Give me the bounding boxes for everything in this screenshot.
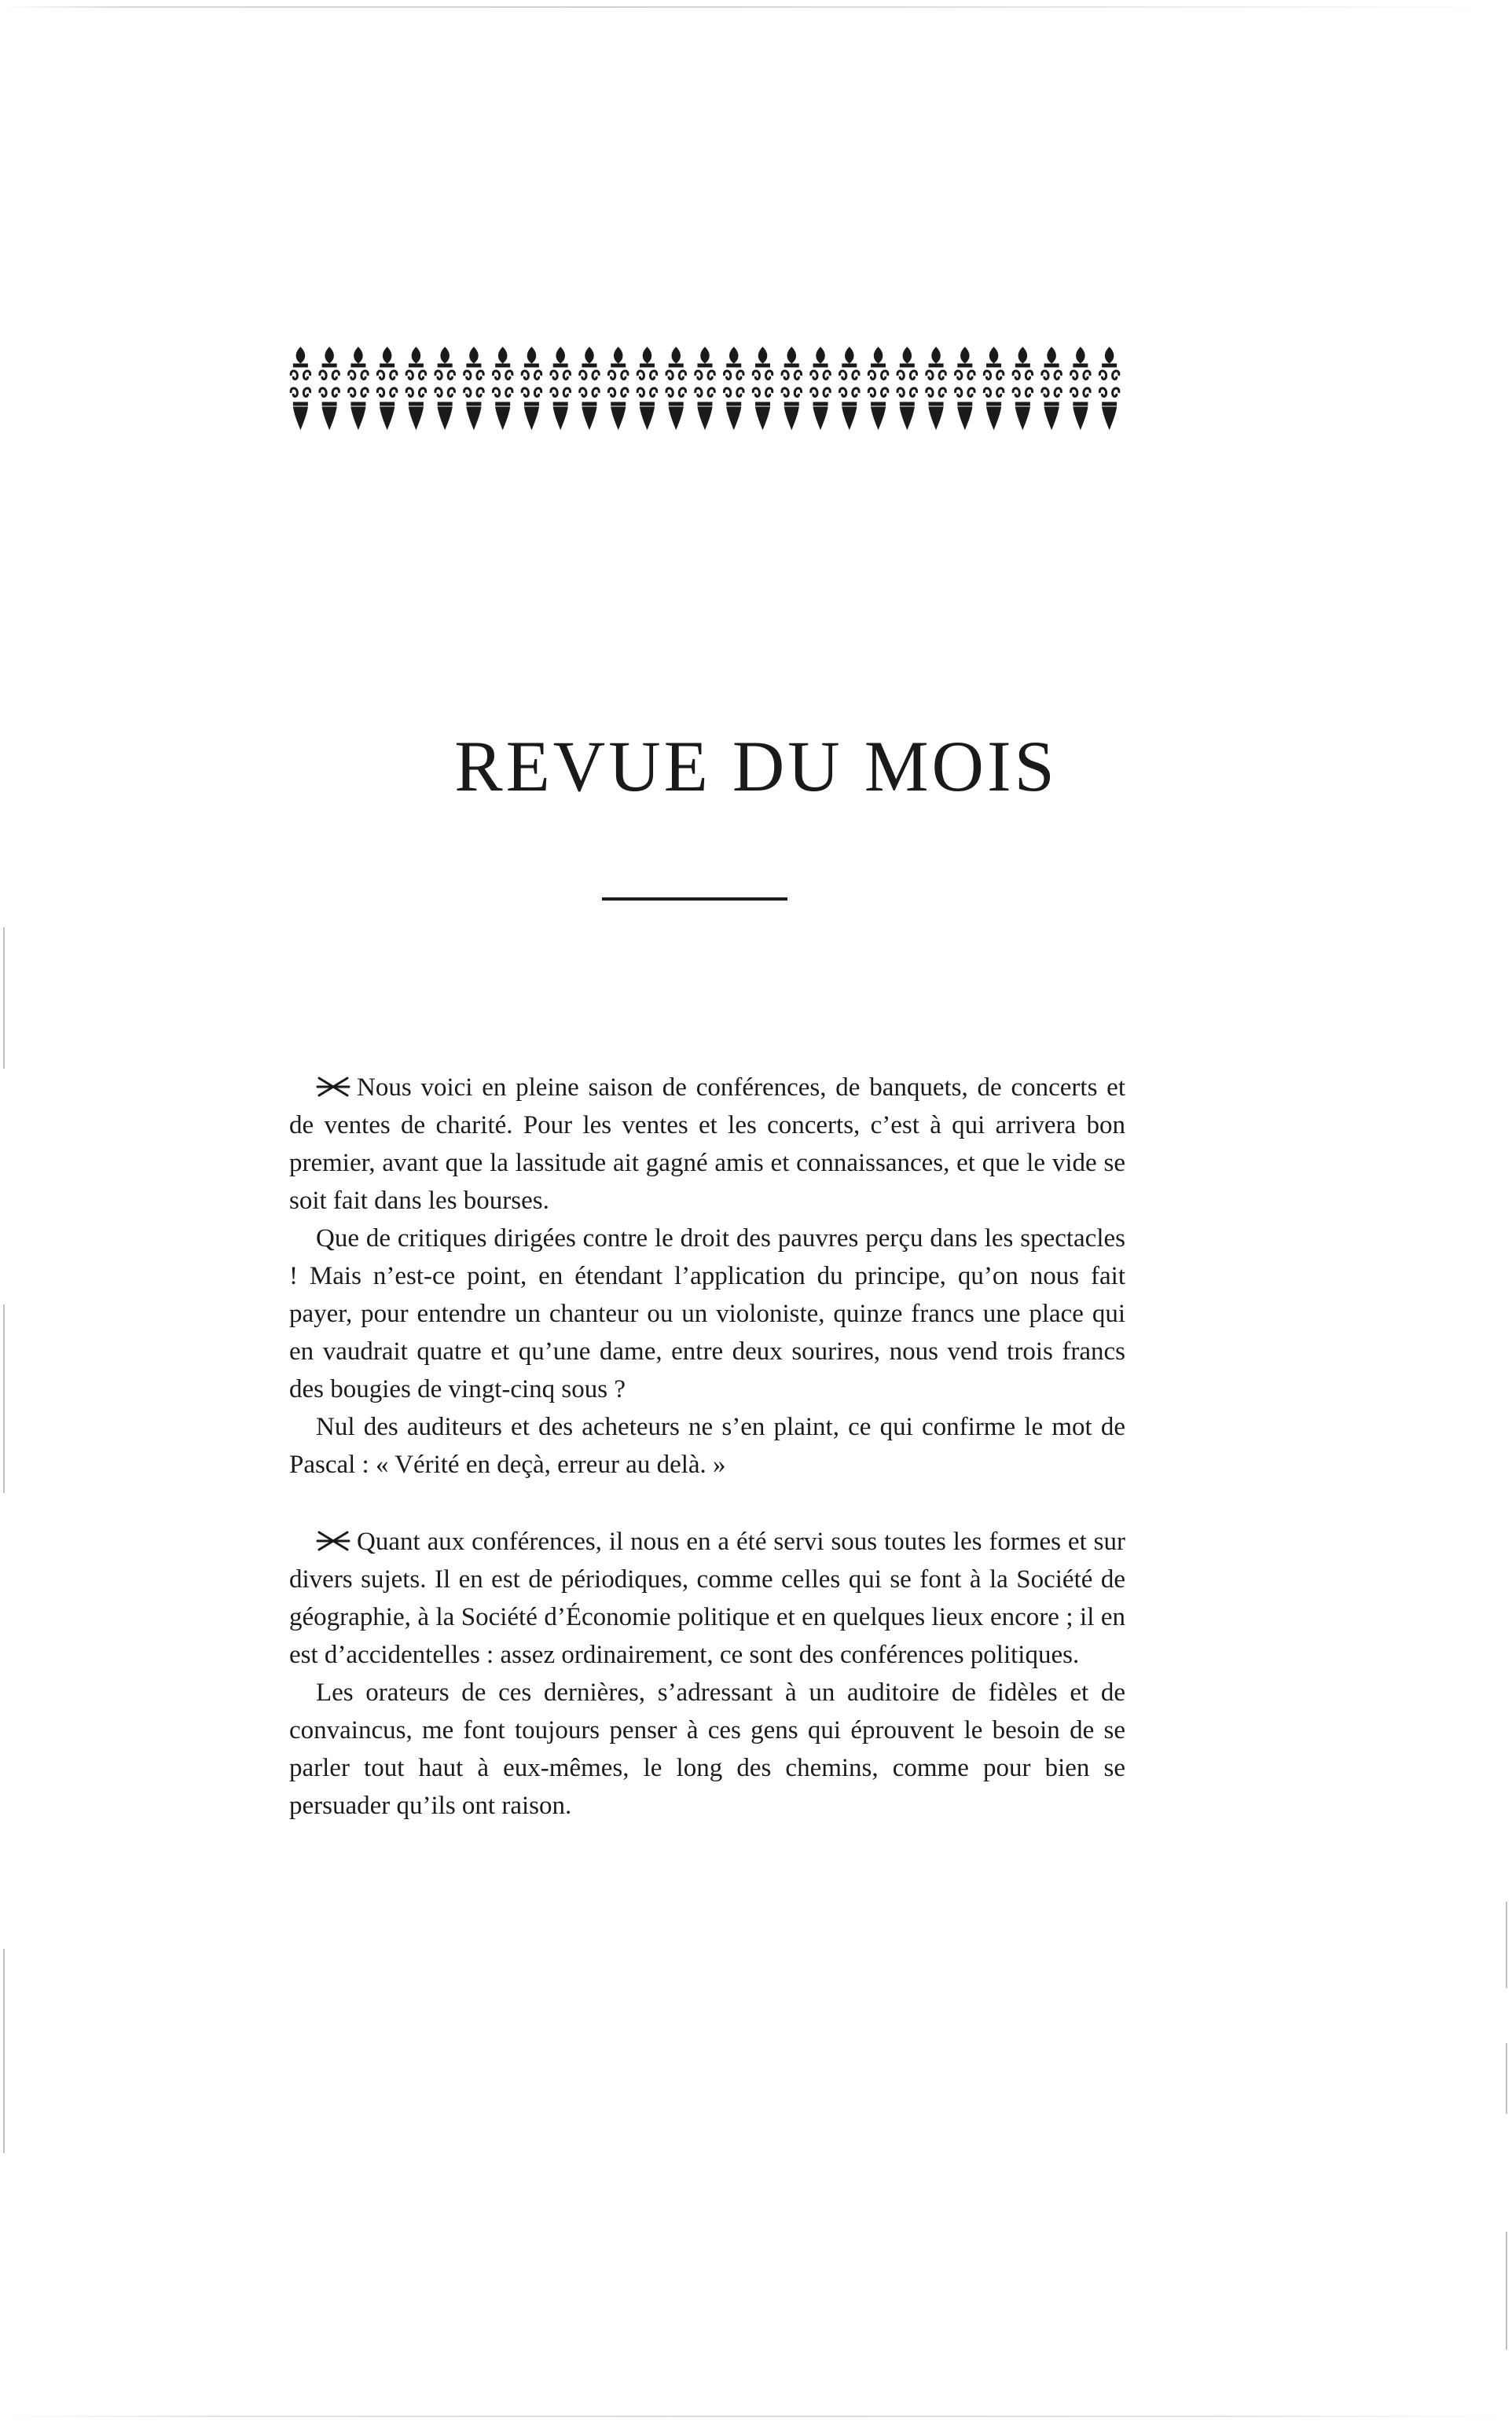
fleuron-motif [868,347,888,429]
paragraph [289,1408,1125,1484]
title-divider [602,897,787,901]
scan-artifact-left [3,1304,5,1493]
fleuron-motif [666,347,686,429]
fleuron-motif [551,347,571,429]
paragraph-text: Que de critiques dirigées contre le droit des pauvres perçu dans les spectacles ! Mais n’est-ce point, en étendant l’application du principe, qu’on nous fait payer, pour entendre un chanteur ou un violoniste, quinze francs une place qui en vaudrait quatre et qu’une dame, entre deux sourires, nous vend trois francs des bougies de vingt-cinq sous ? [289,1224,1125,1403]
paragraph [289,1069,1125,1220]
fleuron-motif [406,347,426,429]
fleuron-motif [1099,347,1119,429]
fleuron-motif [811,347,831,429]
fleuron-motif [753,347,773,429]
fleuron-motif [580,347,600,429]
fleuron-motif [695,347,715,429]
fleuron-motif [1071,347,1091,429]
scan-artifact-left [3,927,5,1069]
asterism-icon [316,1075,350,1099]
fleuron-motif [1013,347,1033,429]
scan-artifact-right [1506,2043,1507,2114]
fleuron-motif [840,347,860,429]
fleuron-motif [435,347,455,429]
fleuron-motif [291,347,310,429]
fleuron-motif [637,347,657,429]
fleuron-motif [927,347,946,429]
scan-artifact-right [1506,2232,1507,2350]
fleuron-motif [897,347,917,429]
paragraph [289,1674,1125,1825]
fleuron-motif [377,347,397,429]
section-1 [289,1069,1125,1484]
paragraph-text: Nous voici en pleine saison de conférences, de banquets, de concerts et de ventes de charité. Pour les ventes et les concerts, c’est à qui arrivera bon premier, avant que la lassitude ait gagné amis et connaissances, et que le vide se soit fait dans les bourses. [289,1073,1125,1215]
fleuron-motif [464,347,484,429]
fleuron-motif [608,347,628,429]
scan-artifact-bottom [0,2416,1512,2417]
scan-artifact-top [0,6,1512,8]
fleuron-motif [320,347,339,429]
fleuron-motif [493,347,512,429]
scan-artifact-right [1506,1902,1507,1988]
page-title: REVUE DU MOIS [454,725,1058,806]
paragraph-text: Quant aux conférences, il nous en a été servi sous toutes les formes et sur divers sujets. Il en est de périodiques, comme celles qui se font à la Société de géographie, à la Société d’Économie politique et en quelques lieux encore ; il en est d’accidentelles : assez ordinairement, ce sont des conférences politiques. [289,1528,1125,1669]
paragraph [289,1220,1125,1408]
fleuron-motif [782,347,802,429]
fleuron-motif [522,347,541,429]
fleuron-motif [956,347,975,429]
section-2 [289,1523,1125,1825]
paragraph-text: Les orateurs de ces dernières, s’adressant à un auditoire de fidèles et de convaincus, me font toujours penser à ces gens qui éprouvent le besoin de se parler tout haut à eux-mêmes, le long des chemins, comme pour bien se persuader qu’ils ont raison. [289,1678,1125,1820]
fleuron-motif [1042,347,1062,429]
paragraph-text: Nul des auditeurs et des acheteurs ne s’en plaint, ce qui confirme le mot de Pascal : « Vérité en deçà, erreur au delà. » [289,1413,1125,1479]
asterism-icon [316,1529,350,1553]
fleuron-motif [724,347,743,429]
fleuron-motif [984,347,1004,429]
fleuron-band-icon [286,344,1124,432]
scan-artifact-left [3,1949,5,2153]
fleuron-motif [349,347,369,429]
paragraph [289,1523,1125,1674]
